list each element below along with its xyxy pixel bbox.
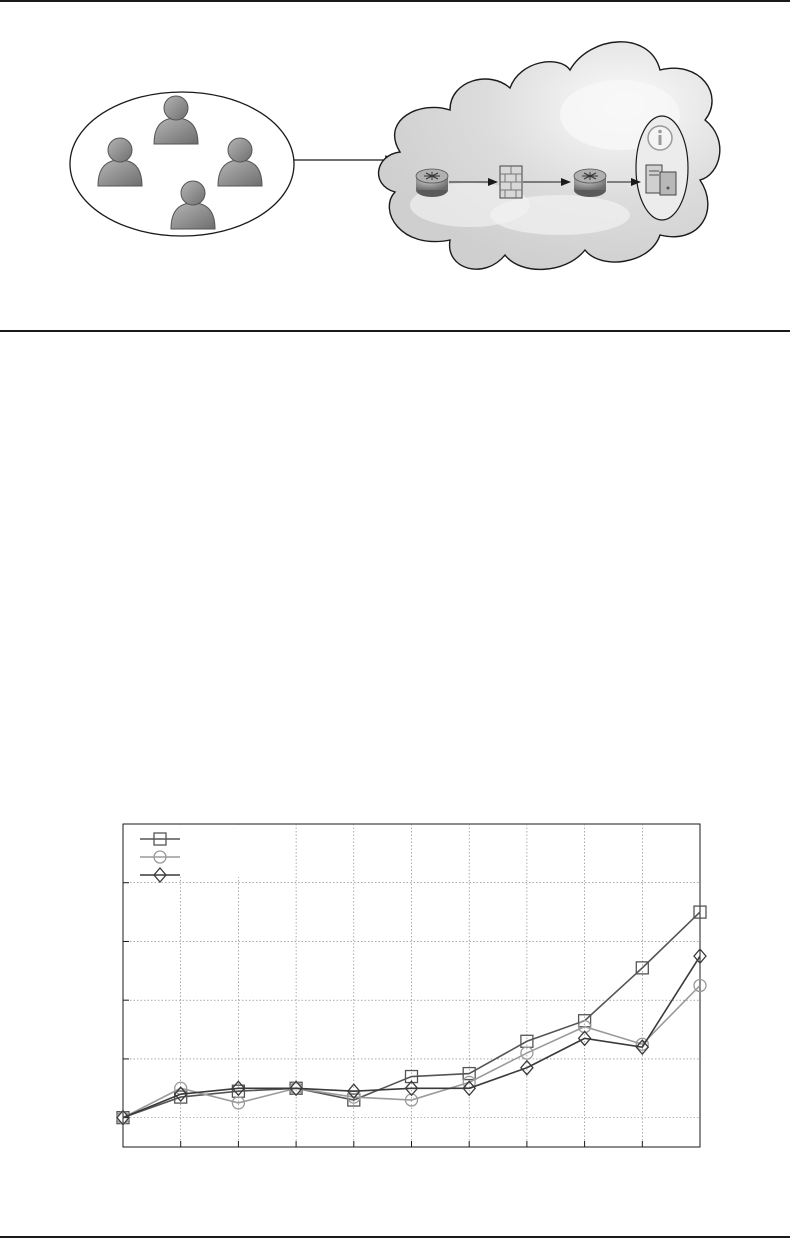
legend <box>124 825 264 882</box>
legend-box <box>124 825 264 877</box>
